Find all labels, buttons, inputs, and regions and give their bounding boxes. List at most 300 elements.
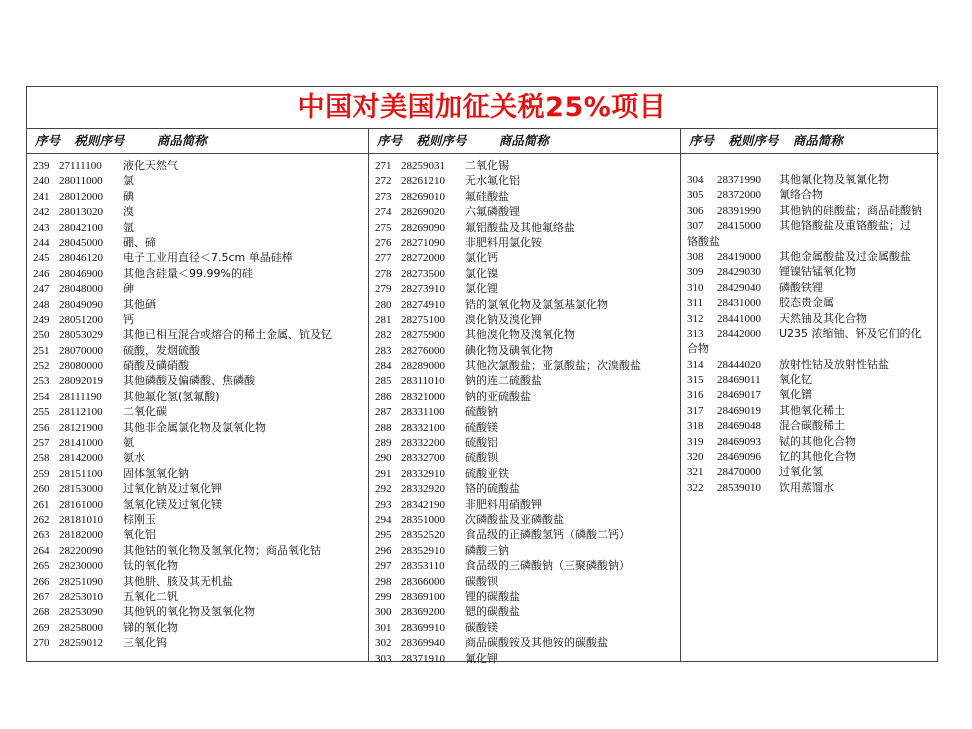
product-name: 钠的亚硫酸盐 [465, 389, 531, 403]
row-number: 302 [375, 637, 392, 650]
row-number: 242 [33, 206, 50, 219]
tariff-code: 28369200 [401, 606, 445, 619]
tariff-code: 28429040 [717, 281, 761, 294]
product-name: 电子工业用直径＜7.5cm 单晶硅棒 [123, 251, 293, 265]
tariff-code: 28352520 [401, 529, 445, 542]
product-name: 其他金属酸盐及过金属酸盐 [779, 249, 911, 263]
product-name: 锂的碳酸盐 [465, 589, 520, 603]
tariff-code: 28261210 [401, 175, 445, 188]
product-name: 硫酸钠 [465, 405, 498, 419]
table-row [27, 158, 368, 173]
table-row [27, 604, 368, 619]
table-row [27, 420, 368, 435]
tariff-code: 28469048 [717, 420, 761, 433]
row-number: 290 [375, 452, 392, 465]
header-seq: 序号 [689, 133, 715, 148]
row-number: 247 [33, 283, 50, 296]
tariff-code: 28070000 [59, 344, 103, 357]
row-number: 261 [33, 498, 50, 511]
header-seq: 序号 [377, 133, 403, 148]
product-name: 氯化锂 [465, 282, 498, 296]
row-number: 253 [33, 375, 50, 388]
row-number: 300 [375, 606, 392, 619]
tariff-code: 28042100 [59, 221, 103, 234]
product-name: 混合碳酸稀土 [779, 419, 845, 433]
product-name: 液化天然气 [123, 159, 178, 172]
row-number: 252 [33, 360, 50, 373]
product-name: 固体氢氧化钠 [123, 466, 189, 480]
row-number: 320 [687, 451, 704, 464]
table-row [369, 651, 680, 666]
row-number: 281 [375, 313, 392, 326]
product-name: 硝酸及磺硝酸 [123, 359, 189, 373]
product-name: 过氧化氢 [779, 465, 823, 479]
table-row [369, 589, 680, 604]
product-name: 砷 [123, 282, 134, 296]
product-name: 食品级的正磷酸氢钙（磷酸二钙） [465, 528, 630, 542]
row-number: 278 [375, 267, 392, 280]
product-name: 其他含硅量＜99.99%的硅 [123, 266, 253, 280]
table-row [369, 558, 680, 573]
product-name: 溴 [123, 205, 134, 219]
row-number: 241 [33, 190, 50, 203]
tariff-code: 28369910 [401, 621, 445, 634]
row-number: 258 [33, 452, 50, 465]
row-number: 310 [687, 281, 704, 294]
tariff-code: 28369940 [401, 637, 445, 650]
row-number: 289 [375, 437, 392, 450]
table-row [681, 172, 939, 187]
tariff-code: 28153000 [59, 483, 103, 496]
column-1 [27, 129, 369, 661]
product-name: 氟硅酸盐 [465, 189, 509, 203]
table-row [369, 327, 680, 342]
tariff-code: 28353110 [401, 560, 445, 573]
table-row [27, 204, 368, 219]
product-name: 氟铝酸盐及其他氟络盐 [465, 220, 575, 234]
row-number: 292 [375, 483, 392, 496]
table-row [27, 497, 368, 512]
table-row [681, 326, 939, 341]
row-number: 306 [687, 204, 704, 217]
tariff-code: 28049090 [59, 298, 103, 311]
table-row [27, 558, 368, 573]
tariff-code: 28080000 [59, 360, 103, 373]
table-row [681, 449, 939, 464]
table-row [27, 404, 368, 419]
table-row [27, 527, 368, 542]
row-number: 297 [375, 560, 392, 573]
product-name: U235 浓缩铀、钚及它们的化 [779, 326, 922, 340]
row-number: 321 [687, 466, 704, 479]
row-number: 239 [33, 160, 50, 172]
table-row [369, 173, 680, 188]
tariff-code: 28444020 [717, 358, 761, 371]
table-row [681, 187, 939, 202]
product-name: 氯 [123, 174, 134, 188]
product-name: 天然铀及其化合物 [779, 311, 867, 325]
row-number: 277 [375, 252, 392, 265]
row-number: 255 [33, 406, 50, 419]
table-row [27, 543, 368, 558]
tariff-code: 28271090 [401, 236, 445, 249]
product-name: 氯化镍 [465, 266, 498, 280]
tariff-code: 28273500 [401, 267, 445, 280]
product-name: 磷酸铁锂 [779, 280, 823, 294]
product-name: 其他钒的氧化物及氢氧化物 [123, 605, 255, 619]
table-row [681, 434, 939, 449]
product-name: 其他硒 [123, 297, 156, 311]
product-name: 氩 [123, 220, 134, 234]
tariff-code: 28275100 [401, 313, 445, 326]
tariff-code: 28181010 [59, 513, 103, 526]
table-row [27, 481, 368, 496]
product-name: 氰化钾 [465, 651, 498, 665]
product-name: 其他非金属氯化物及氯氧化物 [123, 420, 266, 434]
row-number: 273 [375, 190, 392, 203]
table-row [369, 481, 680, 496]
table-row [27, 327, 368, 342]
tariff-code: 28259031 [401, 160, 445, 172]
tariff-code: 28251090 [59, 575, 103, 588]
tariff-code: 28269090 [401, 221, 445, 234]
tariff-code: 28151100 [59, 467, 103, 480]
tariff-code: 28469093 [717, 435, 761, 448]
table-row [681, 418, 939, 433]
table-row [681, 264, 939, 279]
tariff-code: 28046900 [59, 267, 103, 280]
tariff-code: 28045000 [59, 236, 103, 249]
tariff-code: 28351000 [401, 513, 445, 526]
table-row [27, 373, 368, 388]
table-row [27, 189, 368, 204]
product-name: 氰络合物 [779, 188, 823, 202]
product-name: 放射性钴及放射性钴盐 [779, 357, 889, 371]
row-number: 265 [33, 560, 50, 573]
row-number: 299 [375, 590, 392, 603]
product-name: 硫酸镁 [465, 420, 498, 434]
tariff-document [26, 86, 938, 665]
product-name: 溴化钠及溴化钾 [465, 312, 542, 326]
table-row [369, 343, 680, 358]
table-row [27, 235, 368, 250]
row-number: 274 [375, 206, 392, 219]
row-number: 319 [687, 435, 704, 448]
tariff-code: 28121900 [59, 421, 103, 434]
tariff-code: 28332920 [401, 483, 445, 496]
tariff-code: 28431000 [717, 297, 761, 310]
product-name: 锂镍钴锰氧化物 [779, 265, 856, 279]
tariff-code: 28046120 [59, 252, 103, 265]
table-row [27, 620, 368, 635]
row-number: 249 [33, 313, 50, 326]
tariff-code: 28331100 [401, 406, 445, 419]
table-row [369, 389, 680, 404]
tariff-code: 28539010 [717, 481, 761, 494]
row-number: 267 [33, 590, 50, 603]
tariff-code: 28311010 [401, 375, 445, 388]
table-row [369, 266, 680, 281]
rows-list [369, 154, 680, 666]
tariff-code: 28112100 [59, 406, 103, 419]
product-name: 氯化钙 [465, 251, 498, 265]
row-number: 260 [33, 483, 50, 496]
table-row [27, 266, 368, 281]
row-number: 305 [687, 189, 704, 202]
product-name: 其他氧化稀土 [779, 403, 845, 417]
product-name: 碘化物及碘氧化物 [465, 343, 553, 357]
row-number: 268 [33, 606, 50, 619]
product-name: 氨水 [123, 451, 145, 465]
row-number: 295 [375, 529, 392, 542]
product-name: 硫酸钡 [465, 451, 498, 465]
row-number: 304 [687, 174, 704, 186]
tariff-code: 28141000 [59, 437, 103, 450]
product-name: 棕刚玉 [123, 512, 156, 526]
product-name: 其他钠的硅酸盐；商品硅酸钠 [779, 203, 922, 217]
product-name-continuation: 铬酸盐 [687, 234, 720, 248]
product-name: 铽的其他化合物 [779, 434, 856, 448]
product-name: 氢氧化镁及过氧化镁 [123, 497, 222, 511]
product-name: 其他肼、胲及其无机盐 [123, 574, 233, 588]
column-header [369, 129, 680, 154]
row-number: 263 [33, 529, 50, 542]
tariff-code: 28161000 [59, 498, 103, 511]
tariff-code: 28273910 [401, 283, 445, 296]
table-row [27, 358, 368, 373]
tariff-code: 28011000 [59, 175, 103, 188]
table-row [27, 281, 368, 296]
tariff-code: 28275900 [401, 329, 445, 342]
table-row [681, 280, 939, 295]
tariff-code: 28111190 [59, 390, 102, 403]
table-row [369, 512, 680, 527]
product-name: 铬的硫酸盐 [465, 482, 520, 496]
product-name: 碘 [123, 189, 134, 203]
product-name: 硼、碲 [123, 235, 156, 249]
product-name: 胶态贵金属 [779, 296, 834, 310]
table-row [27, 574, 368, 589]
table-row [27, 220, 368, 235]
table-row [681, 480, 939, 495]
row-number: 294 [375, 513, 392, 526]
row-number: 243 [33, 221, 50, 234]
product-name: 次磷酸盐及亚磷酸盐 [465, 512, 564, 526]
row-number: 244 [33, 236, 50, 249]
table-row [369, 358, 680, 373]
tariff-code: 28469096 [717, 451, 761, 464]
table-row [369, 220, 680, 235]
row-number: 311 [687, 297, 704, 310]
row-number: 283 [375, 344, 392, 357]
rows-list [681, 154, 939, 495]
row-number: 288 [375, 421, 392, 434]
row-number: 296 [375, 544, 392, 557]
tariff-code: 28182000 [59, 529, 103, 542]
row-number: 275 [375, 221, 392, 234]
table-row [369, 466, 680, 481]
header-code: 税则序号 [74, 133, 125, 148]
tariff-code: 28276000 [401, 344, 445, 357]
table-row [681, 403, 939, 418]
row-number: 262 [33, 513, 50, 526]
tariff-code: 28269010 [401, 190, 445, 203]
product-name: 其他氟化氢(氢氟酸) [123, 389, 220, 403]
tariff-code: 28391990 [717, 204, 761, 217]
row-number: 308 [687, 250, 704, 263]
product-name: 硫酸铝 [465, 436, 498, 450]
row-number: 293 [375, 498, 392, 511]
row-number: 246 [33, 267, 50, 280]
product-name: 其他钴的氧化物及氢氧化物；商品氧化钴 [123, 543, 321, 557]
tariff-code: 28048000 [59, 283, 103, 296]
table-row [369, 204, 680, 219]
row-number: 285 [375, 375, 392, 388]
table-row [681, 372, 939, 387]
row-number: 279 [375, 283, 392, 296]
tariff-code: 28332910 [401, 467, 445, 480]
product-name: 非肥料用硝酸钾 [465, 497, 542, 511]
table-row [27, 250, 368, 265]
table-row [681, 464, 939, 479]
tariff-code: 28469019 [717, 404, 761, 417]
row-number: 257 [33, 437, 50, 450]
product-name: 二氧化锡 [465, 159, 509, 172]
table-row [369, 281, 680, 296]
row-number: 272 [375, 175, 392, 188]
row-number: 317 [687, 404, 704, 417]
rows-list [27, 154, 368, 651]
tariff-code: 28419000 [717, 250, 761, 263]
column-header [681, 129, 939, 154]
product-name: 无水氟化铝 [465, 174, 520, 188]
product-name: 非肥料用氯化铵 [465, 235, 542, 249]
row-number: 276 [375, 236, 392, 249]
product-name: 钙 [123, 312, 134, 326]
tariff-code: 28092019 [59, 375, 103, 388]
row-number: 287 [375, 406, 392, 419]
tariff-code: 28332100 [401, 421, 445, 434]
product-name: 其他磷酸及偏磷酸、焦磷酸 [123, 374, 255, 388]
table-row [369, 527, 680, 542]
table-row [681, 311, 939, 326]
table-row [27, 312, 368, 327]
table-row [681, 218, 939, 233]
tariff-code: 28442000 [717, 327, 761, 340]
table-row [681, 203, 939, 218]
product-name: 氧化铝 [123, 528, 156, 542]
row-number: 307 [687, 220, 704, 233]
row-number: 271 [375, 160, 392, 172]
row-number: 282 [375, 329, 392, 342]
tariff-code: 28371990 [717, 174, 761, 186]
tariff-code: 28053029 [59, 329, 103, 342]
table-row [27, 512, 368, 527]
table-row [27, 389, 368, 404]
column-header [27, 129, 368, 154]
tariff-code: 28352910 [401, 544, 445, 557]
tariff-code: 28289000 [401, 360, 445, 373]
table-row [369, 404, 680, 419]
table-row [27, 343, 368, 358]
product-name: 其他溴化物及溴氧化物 [465, 328, 575, 342]
row-number: 264 [33, 544, 50, 557]
product-name: 钇的其他化合物 [779, 450, 856, 464]
table-row [369, 604, 680, 619]
product-name: 磷酸三钠 [465, 543, 509, 557]
row-number: 250 [33, 329, 50, 342]
table-row [681, 387, 939, 402]
row-number: 256 [33, 421, 50, 434]
table-row [681, 295, 939, 310]
row-number: 269 [33, 621, 50, 634]
tariff-code: 28321000 [401, 390, 445, 403]
product-name: 钛的氧化物 [123, 559, 178, 573]
product-name: 硫酸，发烟硫酸 [123, 343, 200, 357]
row-number: 303 [375, 652, 392, 665]
row-number: 259 [33, 467, 50, 480]
table-row [369, 235, 680, 250]
row-number: 318 [687, 420, 704, 433]
table-row [369, 574, 680, 589]
tariff-code: 28469017 [717, 389, 761, 402]
table-row [369, 450, 680, 465]
table-row [369, 158, 680, 173]
header-code: 税则序号 [416, 133, 467, 148]
row-number: 245 [33, 252, 50, 265]
tariff-code: 28269020 [401, 206, 445, 219]
tariff-code: 28369100 [401, 590, 445, 603]
table-row [369, 189, 680, 204]
table-row [27, 297, 368, 312]
table-row [369, 497, 680, 512]
row-number: 312 [687, 312, 704, 325]
page-title: 中国对美国加征关税25%项目 [27, 87, 937, 129]
product-name: 硫酸亚铁 [465, 466, 509, 480]
row-number: 315 [687, 374, 704, 387]
product-name: 碳酸钡 [465, 574, 498, 588]
tariff-code: 28429030 [717, 266, 761, 279]
table-row [681, 249, 939, 264]
product-name: 钠的连二硫酸盐 [465, 374, 542, 388]
tariff-code: 28371910 [401, 652, 445, 665]
row-number: 284 [375, 360, 392, 373]
table-row [27, 173, 368, 188]
tariff-code: 28051200 [59, 313, 103, 326]
product-name: 氧化钇 [779, 373, 812, 387]
row-number: 240 [33, 175, 50, 188]
table-row [369, 435, 680, 450]
row-number: 316 [687, 389, 704, 402]
table-row [369, 312, 680, 327]
table-row [681, 357, 939, 372]
tariff-code: 28470000 [717, 466, 761, 479]
row-number: 286 [375, 390, 392, 403]
tariff-code: 28469011 [717, 374, 761, 387]
tariff-code: 28253090 [59, 606, 103, 619]
header-seq: 序号 [35, 133, 61, 148]
product-name: 氨 [123, 436, 134, 450]
tariff-code: 28220090 [59, 544, 103, 557]
table-row [369, 373, 680, 388]
product-name: 饮用蒸馏水 [779, 480, 834, 494]
tariff-code: 28274910 [401, 298, 445, 311]
product-name: 商品碳酸铵及其他铵的碳酸盐 [465, 636, 608, 650]
tariff-code: 28258000 [59, 621, 103, 634]
product-name: 三氧化钨 [123, 636, 167, 650]
table-row [27, 589, 368, 604]
tariff-code: 27111100 [59, 160, 102, 172]
